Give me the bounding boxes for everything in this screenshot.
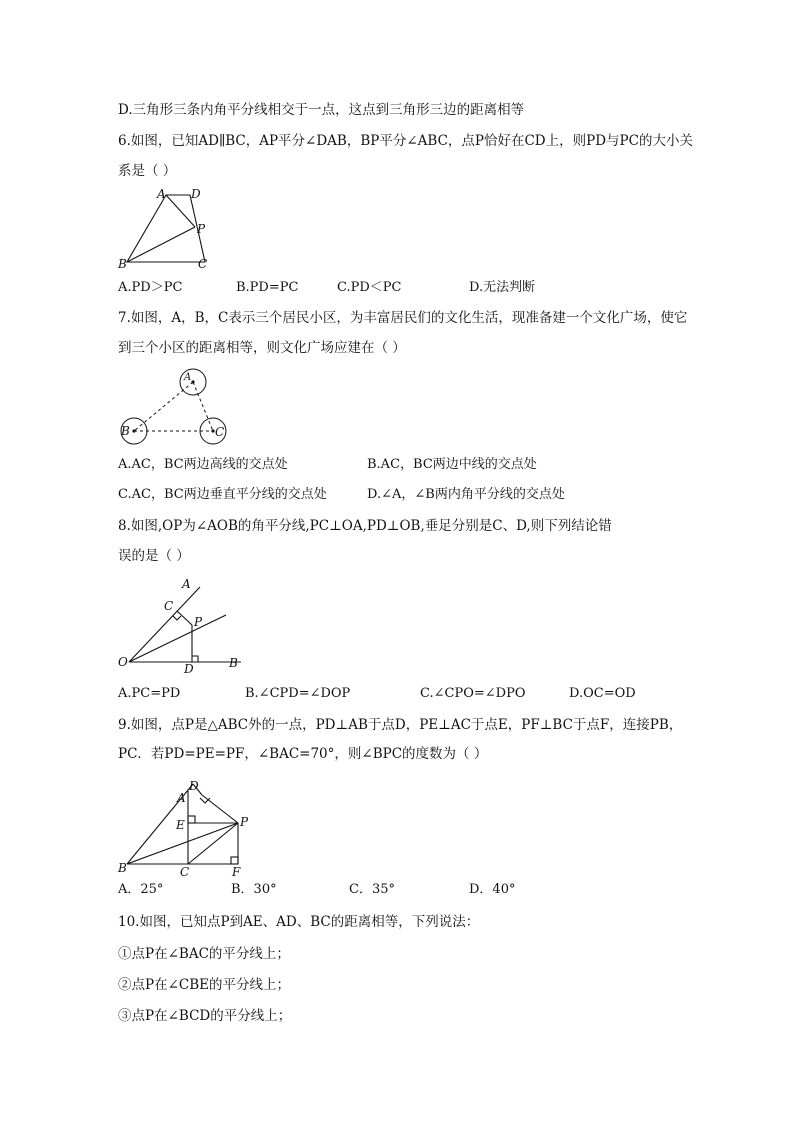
q6-figure	[118, 186, 218, 272]
q6-stem-line-2: 系是（ ）	[118, 163, 177, 179]
q6-stem-line-1: 6.如图，已知AD∥BC，AP平分∠DAB，BP平分∠ABC，点P恰好在CD上，则PD与PC的大小关	[118, 133, 693, 149]
q6-label-c: C	[198, 257, 208, 271]
q8-option-d: D.OC=OD	[569, 686, 636, 701]
q6-option-d: D.无法判断	[469, 280, 536, 295]
q6-option-a: A.PD＞PC	[118, 280, 183, 295]
q9-option-b: B．30°	[231, 882, 277, 897]
q10-stem: 10.如图，已知点P到AE、AD、BC的距离相等，下列说法：	[118, 914, 480, 930]
q7-option-a: A.AC，BC两边高线的交点处	[118, 457, 288, 472]
q8-label-o: O	[118, 655, 128, 669]
q7-option-c: C.AC，BC两边垂直平分线的交点处	[118, 487, 327, 502]
q7-option-d: D.∠A，∠B两内角平分线的交点处	[367, 487, 565, 502]
q9-label-f: F	[232, 865, 241, 879]
q9-label-d: D	[189, 779, 199, 793]
q8-option-b: B.∠CPD=∠DOP	[245, 686, 351, 701]
q7-figure	[116, 366, 234, 448]
q8-option-a: A.PC=PD	[118, 686, 181, 701]
q10-item-1: ①点P在∠BAC的平分线上；	[118, 946, 290, 962]
q9-label-e: E	[176, 818, 185, 832]
q7-option-b: B.AC，BC两边中线的交点处	[367, 457, 537, 472]
q5-option-d: D.三角形三条内角平分线相交于一点，这点到三角形三边的距离相等	[118, 102, 525, 118]
q9-figure	[116, 774, 256, 880]
q9-label-a: A	[177, 791, 186, 805]
q6-option-c: C.PD＜PC	[337, 280, 402, 295]
q8-label-c: C	[164, 599, 174, 613]
q8-option-c: C.∠CPO=∠DPO	[420, 686, 526, 701]
q9-label-p: P	[240, 815, 249, 829]
q6-label-a: A	[157, 187, 166, 201]
q9-stem-line-1: 9.如图，点P是△ABC外的一点，PD⊥AB于点D，PE⊥AC于点E，PF⊥BC于点F，连接PB，	[118, 717, 683, 733]
q6-label-d: D	[191, 187, 201, 201]
q8-label-a: A	[182, 577, 191, 591]
q9-option-c: C．35°	[349, 882, 395, 897]
q6-option-b: B.PD=PC	[236, 280, 299, 295]
q8-figure	[116, 576, 248, 674]
q7-label-b: B	[121, 424, 130, 438]
q6-label-b: B	[118, 257, 127, 271]
q9-option-a: A．25°	[118, 882, 164, 897]
q8-label-d: D	[184, 662, 194, 676]
q10-item-3: ③点P在∠BCD的平分线上；	[118, 1008, 292, 1024]
q8-label-p: P	[194, 615, 203, 629]
q9-label-b: B	[118, 861, 127, 875]
q7-label-c: C	[215, 425, 225, 439]
q8-stem-line-1: 8.如图,OP为∠AOB的角平分线,PC⊥OA,PD⊥OB,垂足分别是C、D,则下列结论错	[118, 518, 612, 534]
q9-label-c: C	[180, 865, 190, 879]
q7-label-a: A	[184, 372, 192, 383]
q6-label-p: P	[197, 222, 206, 236]
q7-stem-line-2: 到三个小区的距离相等，则文化广场应建在（ ）	[118, 340, 406, 356]
q8-stem-line-2: 误的是（ ）	[118, 548, 190, 564]
q9-stem-line-2: PC．若PD=PE=PF，∠BAC=70°，则∠BPC的度数为（ ）	[118, 746, 488, 762]
q7-stem-line-1: 7.如图，A，B，C表示三个居民小区，为丰富居民们的文化生活，现准备建一个文化广场，使它	[118, 310, 688, 326]
q9-option-d: D．40°	[469, 882, 516, 897]
q10-item-2: ②点P在∠CBE的平分线上；	[118, 977, 290, 993]
q8-label-b: B	[229, 656, 238, 670]
